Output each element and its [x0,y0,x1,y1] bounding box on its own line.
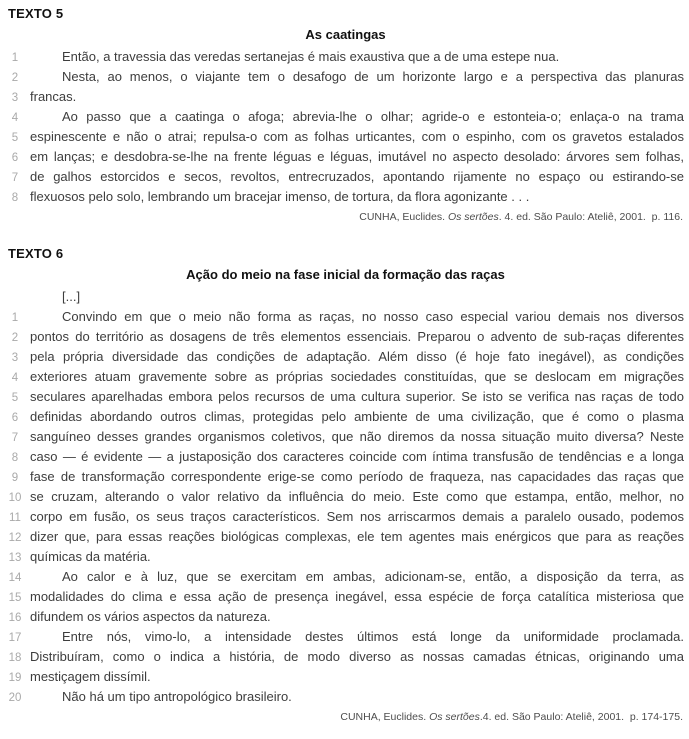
text-line-row [7,127,684,147]
line-text: Ao passo que a caatinga o afoga; abrevia-lhe o olhar; agride-o e estonteia-o; enlaça-o na trama [62,109,684,124]
section-label: TEXTO 6 [8,246,64,261]
citation-prefix: CUNHA, Euclides. [340,711,430,723]
text-line-row [7,667,684,687]
line-number: 7 [11,432,19,444]
citation-work: Os sertões [429,711,480,723]
line-text: francas. [30,89,77,104]
line-number: 16 [8,612,22,624]
line-text: Nesta, ao menos, o viajante tem o desafogo de um horizonte largo e a perspectiva das planuras [62,69,684,84]
text-line-row [7,307,684,327]
text-lines [7,287,684,707]
text-line-row [7,627,684,647]
line-text: modalidades do clima e essa ação de presença inegável, essa espécie de força catalítica misteriosa que [30,589,684,604]
line-text: Então, a travessia das veredas sertanejas é mais exaustiva que a de uma estepe nua. [62,49,560,64]
citation [7,711,684,723]
citation-prefix: CUNHA, Euclides. [359,211,448,223]
line-number: 15 [8,592,22,604]
line-number: 17 [8,632,22,644]
section-label: TEXTO 5 [8,6,64,21]
line-number: 1 [11,52,19,64]
text-line-row [7,107,684,127]
line-number: 1 [11,312,19,324]
line-text: pontos do território as dosagens de três elementos essenciais. Preparou o advento de sub-raças diferentes [30,329,684,344]
text-section [7,6,684,223]
line-number: 18 [8,652,22,664]
line-text: Convindo em que o meio não forma as raças, no nosso caso especial variou demais nos diversos [62,309,684,324]
citation-suffix: . 4. ed. São Paulo: Ateliê, 2001. p. 116. [498,211,683,223]
line-text: em lanças; e desdobra-se-lhe na frente léguas e léguas, imutável no aspecto desolado: árvores sem folhas, [30,149,684,164]
line-number: 2 [11,72,19,84]
line-text: se cruzam, alterando o valor relativo da influência do meio. Este como que estampa, então, melhor, no [30,489,684,504]
line-text: Distribuíram, como o indica a história, de modo diverso as nossas camadas étnicas, originando uma [30,649,684,664]
ellipsis-row [7,287,684,307]
text-line-row [7,467,684,487]
section-title: Ação do meio na fase inicial da formação das raças [186,267,505,282]
text-line-row [7,407,684,427]
line-text: mestiçagem dissímil. [30,669,151,684]
line-text: espinescente e não o atrai; repulsa-o com as folhas urticantes, com o espinho, com os gravetos estalados [30,129,684,144]
line-text: dizer que, para essas reações biológicas complexas, ele tem agentes mais enérgicos que para as reações [30,529,684,544]
section-title: As caatingas [305,27,386,42]
text-line-row [7,327,684,347]
line-text: Ao calor e à luz, que se exercitam em ambas, adicionam-se, então, a disposição da terra, as [62,569,684,584]
line-text: difundem os vários aspectos da natureza. [30,609,271,624]
line-text: fase de transformação correspondente erige-se como período de fraqueza, nas capacidades das raças que [30,469,684,484]
line-number: 3 [11,92,19,104]
line-text: Não há um tipo antropológico brasileiro. [62,689,292,704]
text-line-row [7,87,684,107]
line-text: exteriores atuam gravemente sobre as próprias sociedades constituídas, que se deslocam em migrações [30,369,684,384]
citation [7,211,684,223]
line-text: seculares aparelhadas embora pelos recursos de uma cultura superior. Se isto se verifica nas raças de todo [30,389,684,404]
text-line-row [7,347,684,367]
text-line-row [7,567,684,587]
line-text: definidas abordando outros climas, protegidas pelo ambiente de uma civilização, que é como o plasma [30,409,684,424]
text-line-row [7,647,684,667]
line-text: flexuosos pelo solo, lembrando um bracejar imenso, de tortura, da flora agonizante . . . [30,189,530,204]
line-number: 6 [11,412,19,424]
text-line-row [7,47,684,67]
text-line-row [7,687,684,707]
text-lines [7,47,684,207]
text-line-row [7,427,684,447]
line-text: de galhos estorcidos e secos, revoltos, entrecruzados, apontando rijamente no espaço ou estirando-se [30,169,684,184]
citation-suffix: .4. ed. São Paulo: Ateliê, 2001. p. 174-175. [479,711,683,723]
text-line-row [7,507,684,527]
line-number: 13 [8,552,22,564]
text-section [7,246,684,723]
line-number: 6 [11,152,19,164]
line-number: 10 [8,492,22,504]
line-number: 8 [11,192,19,204]
line-number: 20 [8,692,22,704]
line-text: químicas da matéria. [30,549,151,564]
text-line-row [7,447,684,467]
line-text: corpo em fusão, os seus traços característicos. Sem nos arriscarmos demais a paralelo ousado, podemos [30,509,684,524]
line-text: Entre nós, vimo-lo, a intensidade destes últimos está longe da uniformidade proclamada. [62,629,684,644]
line-number: 2 [11,332,19,344]
line-number: 8 [11,452,19,464]
text-line-row [7,587,684,607]
line-number: 5 [11,392,19,404]
line-text: sanguíneo desses grandes organismos coletivos, que não diremos da nossa situação muito diversa? Neste [30,429,684,444]
text-line-row [7,527,684,547]
text-line-row [7,67,684,87]
line-number: 19 [8,672,22,684]
line-number: 4 [11,372,19,384]
line-number: 4 [11,112,19,124]
text-line-row [7,487,684,507]
line-number: 9 [11,472,19,484]
line-number: 14 [8,572,22,584]
line-text: pela própria diversidade das condições de adaptação. Além disso (é hoje fato inegável), as condições [30,349,684,364]
line-number: 5 [11,132,19,144]
line-number: 11 [9,512,21,524]
line-number: 12 [8,532,22,544]
line-number: 7 [11,172,19,184]
text-line-row [7,367,684,387]
ellipsis-marker: [...] [62,289,81,304]
text-line-row [7,607,684,627]
line-number: 3 [11,352,19,364]
text-line-row [7,147,684,167]
text-line-row [7,387,684,407]
text-line-row [7,167,684,187]
citation-work: Os sertões [447,211,499,223]
line-text: caso — é evidente — a justaposição dos caracteres coincide com íntima transfusão de tendências e a longa [30,449,684,464]
text-line-row [7,547,684,567]
text-line-row [7,187,684,207]
